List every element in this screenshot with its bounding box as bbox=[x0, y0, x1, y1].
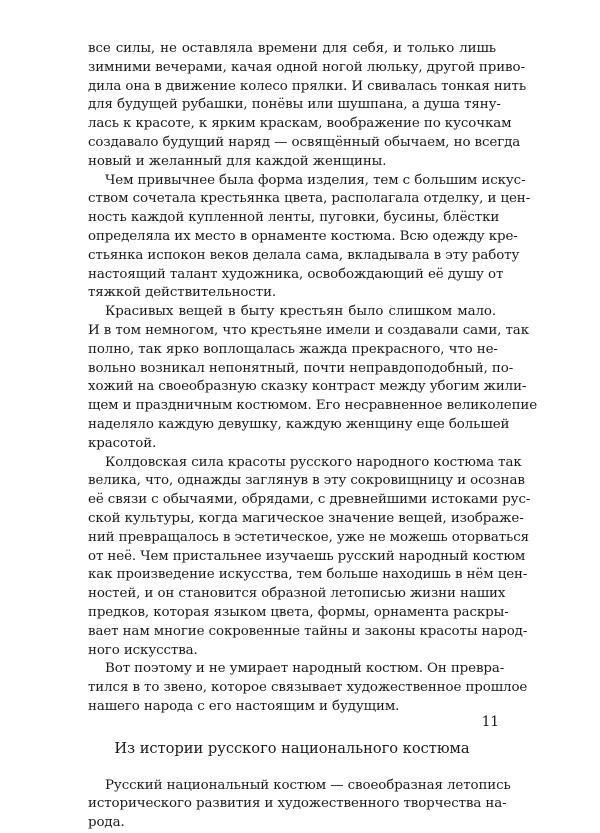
text-line: ской культуры, когда магическое значение вещей, изображе- bbox=[88, 510, 524, 526]
text-line: Вот поэтому и не умирает народный костюм. Он превра- bbox=[105, 661, 505, 677]
paragraph-2 bbox=[88, 172, 531, 304]
text-line: И в том немногом, что крестьяне имели и создавали сами, так bbox=[88, 322, 529, 338]
text-line: зимними вечерами, качая одной ногой люльку, другой приво- bbox=[88, 59, 525, 75]
text-line: ность каждой купленной ленты, пуговки, бусины, блёстки bbox=[88, 210, 500, 226]
text-line: Чем привычнее была форма изделия, тем с большим искус- bbox=[105, 172, 526, 188]
page-number: 11 bbox=[481, 714, 499, 730]
text-line: исторического развития и художественного творчества на- bbox=[88, 796, 507, 812]
text-line: создавало будущий наряд — освящённый обычаем, но всегда bbox=[88, 134, 521, 150]
paragraph-after-heading bbox=[88, 777, 511, 833]
spacer bbox=[88, 759, 496, 777]
text-line: красотой. bbox=[88, 435, 157, 451]
text-line: дила она в движение колесо прялки. И свивалась тонкая нить bbox=[88, 78, 527, 94]
text-line: ного искусства. bbox=[88, 642, 198, 658]
paragraph-4 bbox=[88, 454, 531, 661]
text-line: Русский национальный костюм — своеобразная летопись bbox=[105, 777, 511, 793]
text-line: велика, что, однажды заглянув в эту сокровищницу и осознав bbox=[88, 473, 525, 489]
text-line: нашего народа с его настоящим и будущим. bbox=[88, 698, 400, 714]
paragraph-1 bbox=[88, 40, 527, 172]
text-line: ностей, и он становится образной летописью жизни наших bbox=[88, 586, 506, 602]
text-line: ством сочетала крестьянка цвета, располагала отделку, и цен- bbox=[88, 191, 531, 207]
text-line: как произведение искусства, тем больше находишь в нём цен- bbox=[88, 567, 528, 583]
text-line: Колдовская сила красоты русского народного костюма так bbox=[105, 454, 522, 470]
text-line: щем и праздничным костюмом. Его несравненное великолепие bbox=[88, 398, 538, 414]
text-line: все силы, не оставляла времени для себя, и только лишь bbox=[88, 41, 496, 56]
text-line: полно, так ярко воплощалась жажда прекрасного, что не- bbox=[88, 341, 498, 357]
text-line: тился в то звено, которое связывает художественное прошлое bbox=[88, 680, 528, 696]
text-line: от неё. Чем пристальнее изучаешь русский народный костюм bbox=[88, 548, 526, 564]
text-line: лась к красоте, к ярким краскам, воображение по кусочкам bbox=[88, 116, 512, 132]
text-line: вает нам многие сокровенные тайны и законы красоты народ- bbox=[88, 623, 528, 639]
paragraph-3 bbox=[88, 303, 538, 453]
text-line: тяжкой действительности. bbox=[88, 285, 277, 301]
paragraph-5 bbox=[88, 660, 528, 716]
text-line: ний превращалось в эстетическое, уже не можешь оторваться bbox=[88, 529, 529, 545]
spacer bbox=[88, 717, 496, 739]
text-line: настоящий талант художника, освобождающий её душу от bbox=[88, 266, 504, 282]
text-line: для будущей рубашки, понёвы или шушпана, а душа тяну- bbox=[88, 97, 501, 113]
text-line: определяла их место в орнаменте костюма. Всю одежду кре- bbox=[88, 228, 518, 244]
text-line: стьянка испокон веков делала сама, вкладывала в эту работу bbox=[88, 247, 520, 263]
text-line: рода. bbox=[88, 815, 125, 831]
section-heading: Из истории русского национального костюма bbox=[114, 739, 470, 757]
text-line: её связи с обычаями, обрядами, с древнейшими истоками рус- bbox=[88, 492, 531, 508]
text-line: наделяло каждую девушку, каждую женщину еще большей bbox=[88, 416, 510, 432]
text-line: вольно возникал непонятный, почти неправдоподобный, по- bbox=[88, 360, 514, 376]
page-body bbox=[88, 40, 538, 833]
text-line: предков, которая языком цвета, формы, орнамента раскры- bbox=[88, 604, 509, 620]
text-line: Красивых вещей в быту крестьян было слишком мало. bbox=[105, 304, 496, 320]
text-line: новый и желанный для каждой женщины. bbox=[88, 153, 387, 169]
text-line: хожий на своеобразную сказку контраст между убогим жили- bbox=[88, 379, 527, 395]
